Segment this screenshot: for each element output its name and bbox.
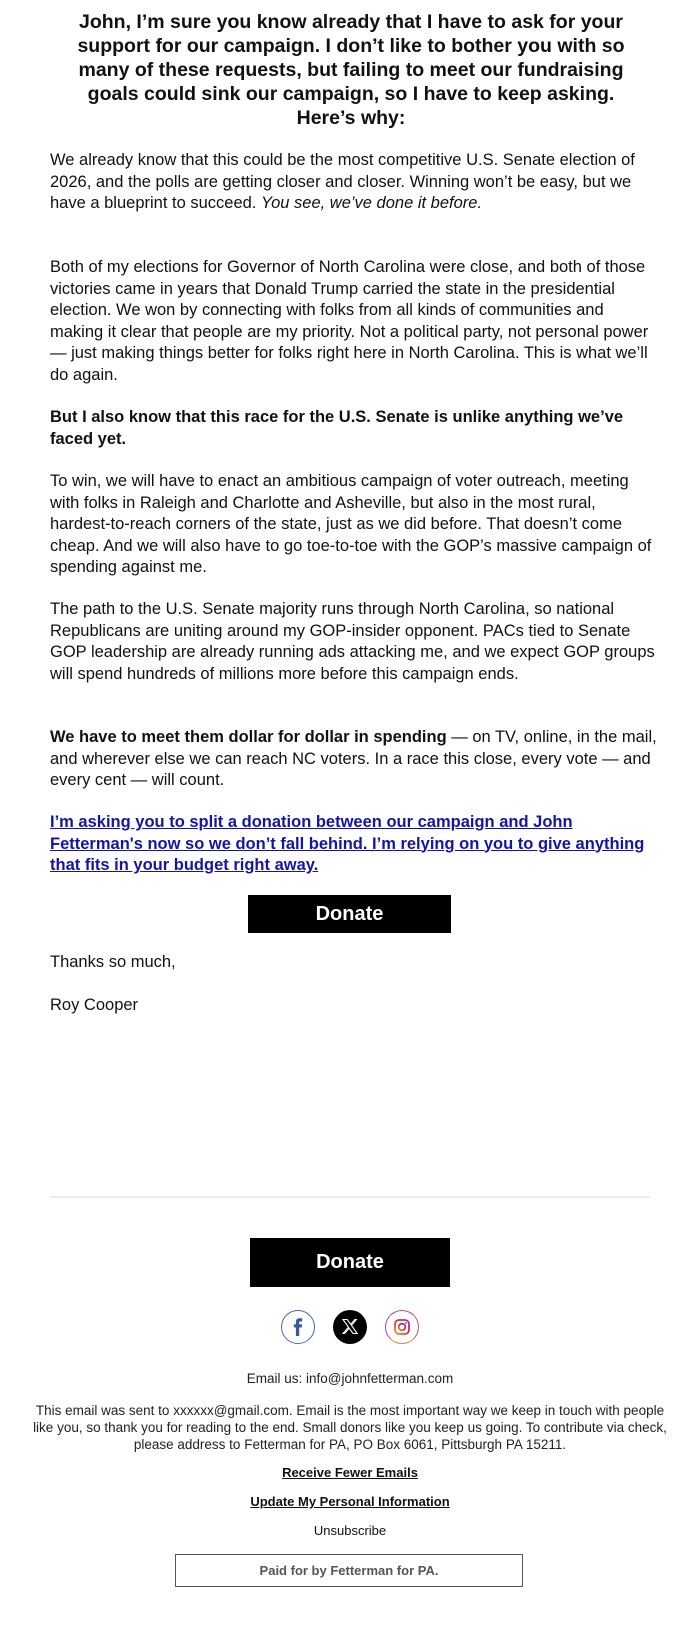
paragraph-race-unlike-anything: But I also know that this race for the U.S. Senate is unlike anything we’ve faced yet. (50, 408, 624, 448)
italic-emphasis: You see, we’ve done it before. (260, 194, 483, 212)
receive-fewer-emails-link[interactable]: Receive Fewer Emails (282, 1465, 418, 1480)
email-headline: John, I’m sure you know already that I have to ask for your support for our campaign. I don’t like to bother you with so many of these requests, but failing to meet our fundraising goals could sink our campaign, so I have to keep asking. Here’s why: (77, 11, 625, 129)
paragraph-voter-outreach: To win, we will have to enact an ambitious campaign of voter outreach, meeting with folks in Raleigh and Charlotte and Asheville, but also in the most rural, hardest-to-reach corners of the state, just as we did before. That doesn’t come cheap. And we will also have to go toe-to-toe with the GOP’s massive campaign of spending against me. (50, 472, 652, 576)
signoff-thanks: Thanks so much, (50, 953, 176, 971)
donate-button[interactable]: Donate (248, 895, 451, 933)
footer-disclaimer: This email was sent to xxxxxx@gmail.com. Email is the most important way we keep in touch with people like you, so thank you for reading to the end. Small donors like you keep us going. To contribute via check, please address to Fetterman for PA, PO Box 6061, Pittsburgh PA 15211. (33, 1403, 667, 1452)
paragraph-text: — on TV, online, in the mail, and wherever else we can reach NC voters. In a race this close, every vote — and every cent — will count. (50, 728, 657, 789)
social-links (0, 1310, 700, 1344)
signoff-name: Roy Cooper (50, 996, 139, 1014)
instagram-icon[interactable] (385, 1310, 419, 1344)
unsubscribe-row (0, 1523, 700, 1538)
receive-fewer-emails-row (0, 1465, 700, 1480)
paid-for-disclaimer: Paid for by Fetterman for PA. (175, 1554, 523, 1587)
update-personal-info-link[interactable]: Update My Personal Information (250, 1494, 450, 1509)
x-icon[interactable] (333, 1310, 367, 1344)
paragraph-dollar-for-dollar (50, 727, 660, 792)
paragraph-competitive-race (50, 150, 660, 215)
update-info-row (0, 1494, 700, 1509)
footer-donate-button[interactable]: Donate (250, 1238, 450, 1287)
donation-cta-link[interactable]: I’m asking you to split a donation between our campaign and John Fetterman's now so we don’t fall behind. I’m relying on you to give anything that fits in your budget right away. (50, 813, 645, 874)
facebook-icon[interactable] (281, 1310, 315, 1344)
bold-emphasis: We have to meet them dollar for dollar in spending (50, 728, 447, 746)
unsubscribe-link[interactable]: Unsubscribe (313, 1523, 387, 1538)
cta-paragraph (50, 812, 660, 877)
paragraph-text: We already know that this could be the most competitive U.S. Senate election of 2026, and the polls are getting closer and closer. Winning won’t be easy, but we have a blueprint to succeed. (50, 151, 635, 212)
footer-divider (50, 1196, 650, 1198)
paragraph-gop-spending: The path to the U.S. Senate majority runs through North Carolina, so national Republicans are uniting around my GOP-insider opponent. PACs tied to Senate GOP leadership are already running ads attacking me, and we expect GOP groups will spend hundreds of millions more before this campaign ends. (50, 600, 655, 683)
paragraph-governor-elections: Both of my elections for Governor of North Carolina were close, and both of those victories came in years that Donald Trump carried the state in the presidential election. We won by connecting with folks from all kinds of communities and making it clear that people are my priority. Not a political party, not personal power — just making things better for folks right here in North Carolina. This is what we’ll do again. (50, 258, 649, 384)
footer-email-us: Email us: info@johnfetterman.com (246, 1371, 454, 1386)
